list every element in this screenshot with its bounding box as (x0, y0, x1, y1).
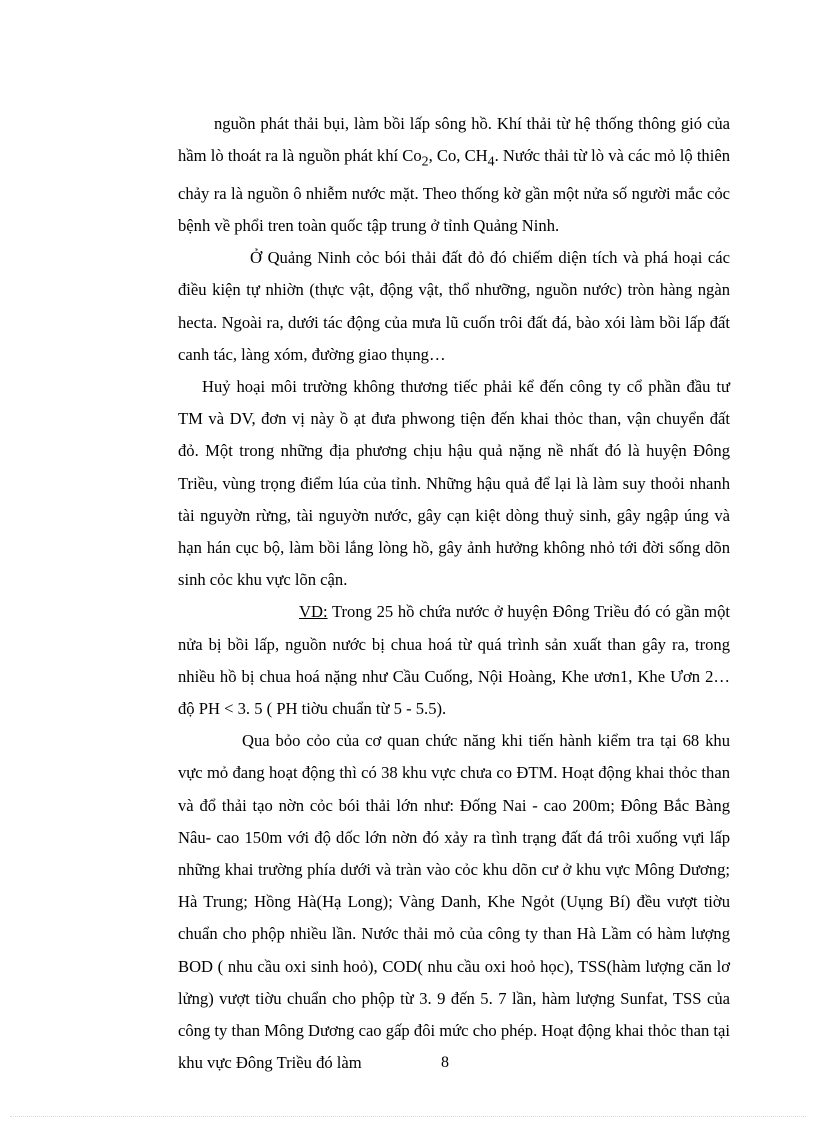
page-number: 8 (441, 1054, 449, 1071)
page-bottom-divider (10, 1116, 806, 1117)
paragraph-3: Huỷ hoại môi trường không thương tiếc phải kể đến công ty cổ phần đầu tư TM và DV, đơn vị này ồ ạt đưa phwong tiện đến khai thỏc than, vận chuyển đất đỏ. Một trong những địa phương chịu hậu quả nặng nề nhất đó là huyện Đông Triều, vùng trọng điểm lúa của tỉnh. Những hậu quả để lại là làm suy thoỏi nhanh tài nguyờn rừng, tài nguyờn nước, gây cạn kiệt dòng thuỷ sinh, gây ngập úng và hạn hán cục bộ, làm bồi lắng lòng hồ, gây ảnh hưởng không nhỏ tới đời sống dõn sinh cỏc khu vực lõn cận. (178, 376, 730, 590)
p1-text-middle: , Co, CH (428, 146, 488, 166)
ch4-subscript: 4 (487, 153, 495, 169)
paragraph-2: Ở Quảng Ninh cỏc bói thải đất đỏ đó chiếm diện tích và phá hoại các điều kiện tự nhiờn (thực vật, động vật, thổ nhưỡng, nguồn nước) tròn hàng ngàn hecta. Ngoài ra, dưới tác động của mưa lũ cuốn trôi đất đá, bào xói làm bồi lấp đất canh tác, làng xóm, đường giao thụng… (178, 248, 730, 364)
paragraph-4-text: Trong 25 hồ chứa nước ở huyện Đông Triều đó có gần một nửa bị bồi lấp, nguồn nước bị chua hoá từ quá trình sản xuất than gây ra, trong nhiều hồ bị chua hoá nặng như Cầu Cuống, Nội Hoàng, Khe ươn1, Khe Ươn 2… độ PH < 3. 5 ( PH tiờu chuẩn từ 5 - 5.5). (178, 602, 730, 718)
example-label: VD: (299, 602, 328, 622)
paragraph-4 (178, 596, 730, 725)
paragraph-5: Qua bỏo cỏo của cơ quan chức năng khi tiến hành kiểm tra tại 68 khu vực mỏ đang hoạt động thì có 38 khu vực chưa co ĐTM. Hoạt động khai thỏc than và đổ thải tạo nờn cỏc bói thải lớn như: Đống Nai - cao 200m; Đông Bắc Bàng Nâu- cao 150m với độ dốc lớn nờn đó xảy ra tình trạng đất đá trôi xuống vựi lấp những khai trường phía dưới và tràn vào cỏc khu dõn cư ở khu vực Mông Dương; Hà Trung; Hồng Hà(Hạ Long); Vàng Danh, Khe Ngỏt (Uụng Bí) đều vượt tiờu chuẩn cho phộp nhiều lần. Nước thải mỏ của công ty than Hà Lầm có hàm lượng BOD ( nhu cầu oxi sinh hoỏ), COD( nhu cầu oxi hoỏ học), TSS(hàm lượng căn lơ lửng) vượt tiờu chuẩn cho phộp từ 3. 9 đến 5. 7 lần, hàm lượng Sunfat, TSS của công ty than Mông Dương cao gấp đôi mức cho phép. Hoạt động khai thỏc than tại khu vực Đông Triều đó làm (178, 731, 730, 1073)
body-text (178, 108, 730, 1079)
p1-text-end: . Nước thải từ lò và các mỏ lộ thiên chảy ra là nguồn ô nhiễm nước mặt. Theo thống kờ gần một nửa số người mắc cỏc bệnh về phổi tren toàn quốc tập trung ở tỉnh Quảng Ninh. (178, 146, 730, 235)
co2-subscript: 2 (421, 153, 429, 169)
p1-text-start: nguồn phát thải bụi, làm bồi lấp sông hồ. Khí thải từ hệ thống thông gió của hầm lò thoát ra là nguồn phát khí Co (178, 114, 730, 166)
paragraph-1 (178, 108, 730, 242)
